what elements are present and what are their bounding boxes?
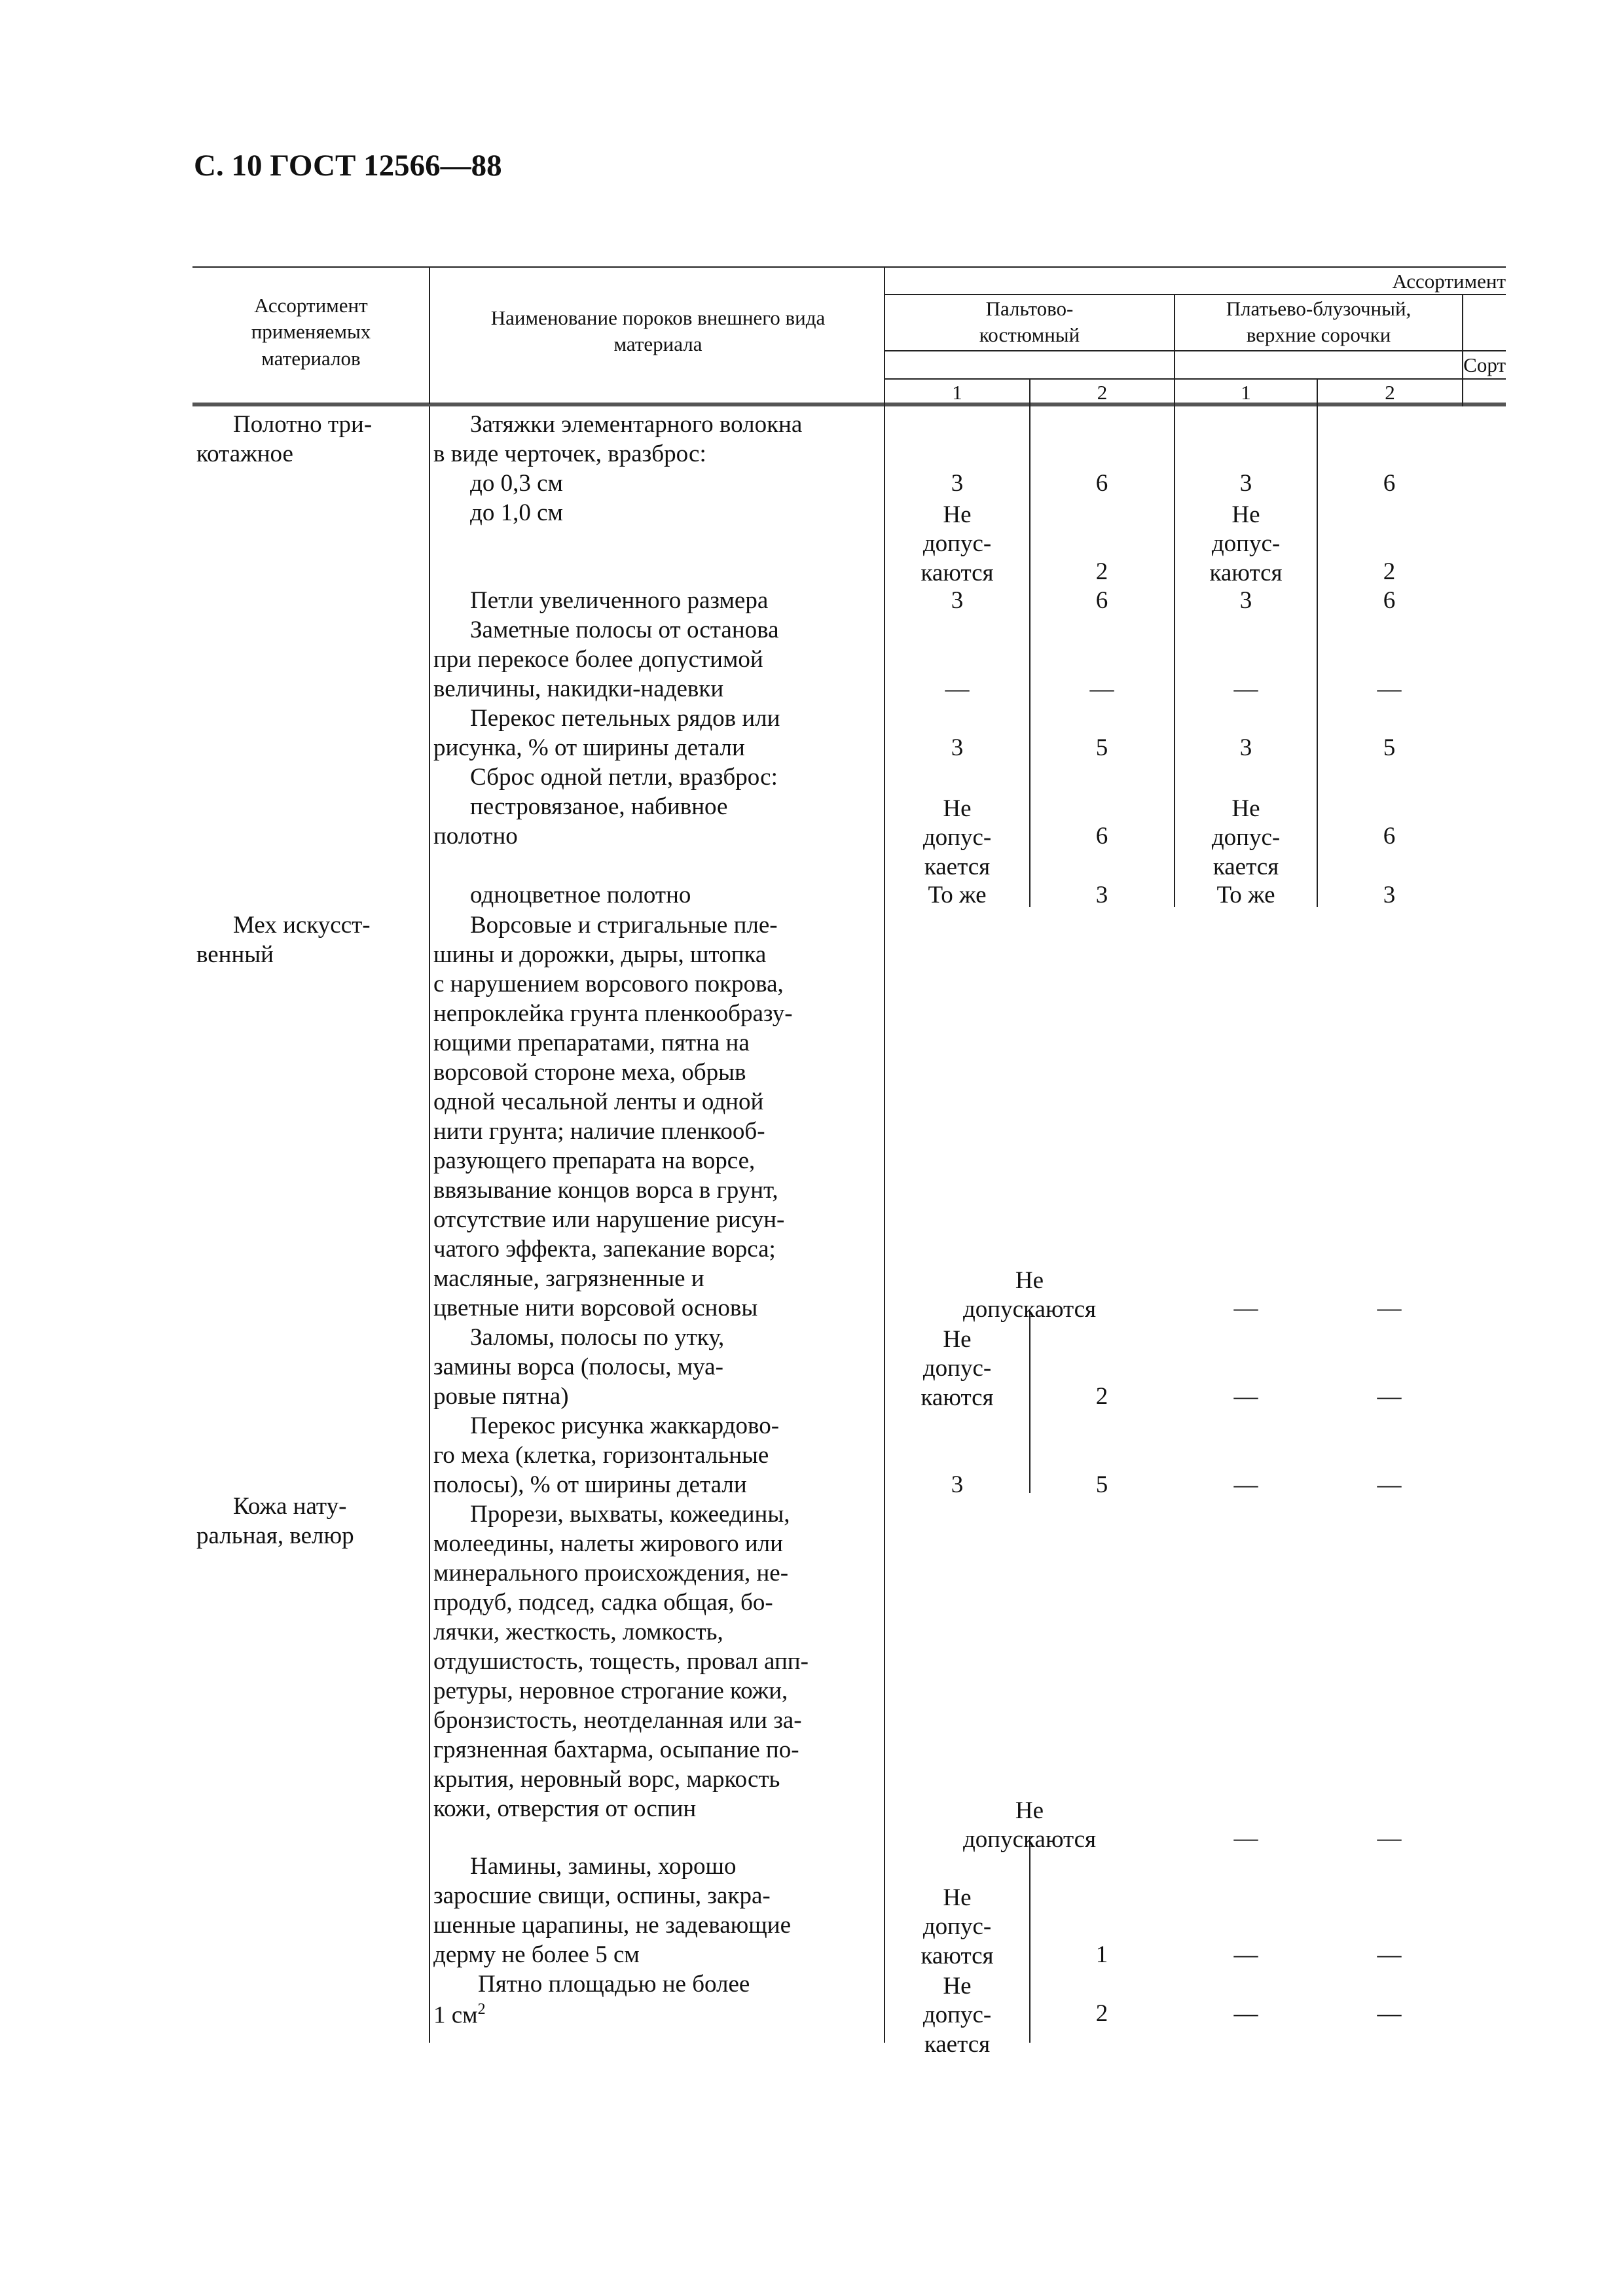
value-cell: 6 — [1383, 470, 1396, 497]
defect-line: пестровязаное, набивное — [470, 793, 728, 820]
material-fur: Мех искусст- венный — [196, 912, 371, 968]
defect-line: Ворсовые и стригальные пле- — [470, 912, 778, 939]
value-cell: 6 — [1383, 823, 1396, 850]
defect-line: с нарушением ворсового покрова, — [433, 971, 784, 997]
defect-line: замины ворса (полосы, муа- — [433, 1354, 723, 1380]
value-cell: 3 — [951, 587, 964, 614]
defect-line: молеедины, налеты жирового или — [433, 1530, 783, 1557]
value-cell: Не допус- кается — [922, 795, 992, 880]
defect-line: грязненная бахтарма, осыпание по- — [433, 1736, 799, 1763]
value-cell: — — [1089, 675, 1114, 702]
defect-line: в виде черточек, вразброс: — [433, 440, 706, 467]
defect-line: шенные царапины, не задевающие — [433, 1912, 791, 1939]
value-cell: 3 — [1383, 882, 1396, 908]
defect-line: разующего препарата на ворсе, — [433, 1147, 756, 1174]
value-cell: — — [1377, 1471, 1402, 1498]
defect-line: Намины, замины, хорошо — [470, 1853, 737, 1880]
value-cell: 3 — [1239, 734, 1252, 761]
value-cell: Не допус- кается — [1211, 795, 1281, 880]
value-cell: Не допус- каются — [921, 1884, 994, 1969]
value-cell: 2 — [1095, 2000, 1108, 2027]
value-cell: То же — [928, 882, 987, 908]
defect-line: Заметные полосы от останова — [470, 617, 779, 643]
value-cell: — — [1233, 1471, 1258, 1498]
defect-line: Сброс одной петли, вразброс: — [470, 764, 778, 791]
defect-line: бронзистость, неотделанная или за- — [433, 1707, 802, 1734]
value-cell: 3 — [1095, 882, 1108, 908]
value-cell: — — [945, 675, 970, 702]
value-cell: 3 — [1239, 470, 1252, 497]
defect-line: Петли увеличенного размера — [470, 587, 769, 614]
value-cell: Не допус- каются — [921, 501, 994, 586]
value-cell: — — [1233, 1295, 1258, 1321]
value-cell: — — [1233, 1825, 1258, 1852]
head-group-coat: Пальтово- костюмный — [979, 297, 1080, 347]
defect-line: полосы), % от ширины детали — [433, 1471, 747, 1498]
col-divider-defect — [429, 406, 430, 2043]
value-cell: — — [1233, 675, 1258, 702]
defect-line: непроклейка грунта пленкообразу- — [433, 1000, 793, 1027]
value-cell: 6 — [1095, 823, 1108, 850]
defect-line: дерму не более 5 см — [433, 1941, 640, 1968]
value-cell: — — [1377, 1295, 1402, 1321]
head-group-dress: Платьево-блузочный, верхние сорочки — [1226, 297, 1412, 347]
value-cell: — — [1377, 1383, 1402, 1410]
value-cell: 2 — [1095, 1383, 1108, 1410]
value-cell: 1 — [1095, 1941, 1108, 1968]
value-cell: — — [1233, 1941, 1258, 1968]
table-top-rule — [192, 266, 1506, 268]
value-cell: — — [1233, 2000, 1258, 2027]
defect-line: ворсовой стороне меха, обрыв — [433, 1059, 746, 1086]
head-sort: Сорт — [1463, 353, 1506, 376]
value-cell: — — [1377, 1941, 1402, 1968]
head-grade-2b: 2 — [1385, 381, 1395, 404]
value-cell: 6 — [1383, 587, 1396, 614]
defect-line: ретуры, неровное строгание кожи, — [433, 1677, 788, 1704]
defect-line: рисунка, % от ширины детали — [433, 734, 745, 761]
value-cell: 3 — [951, 734, 964, 761]
defect-line: Перекос рисунка жаккардово- — [470, 1412, 780, 1439]
defect-line: минерального происхождения, не- — [433, 1560, 789, 1587]
value-cell: 6 — [1095, 470, 1108, 497]
value-cell: 5 — [1095, 1471, 1108, 1498]
defect-line: крытия, неровный ворс, маркость — [433, 1766, 780, 1793]
value-cell: 5 — [1383, 734, 1396, 761]
defect-line: величины, накидки-надевки — [433, 675, 724, 702]
defect-line: Затяжки элементарного волокна — [470, 411, 803, 438]
defect-line: полотно — [433, 823, 518, 850]
defect-line: одноцветное полотно — [470, 882, 691, 908]
value-cell: — — [1377, 675, 1402, 702]
value-cell: 3 — [951, 470, 964, 497]
defect-line: 1 $см^2$ — [433, 2001, 486, 2029]
value-cell: Не допус- кается — [922, 1973, 992, 2058]
material-leather: Кожа нату- ральная, велюр — [196, 1493, 354, 1549]
value-cell: 2 — [1383, 558, 1396, 585]
head-defect-col: Наименование пороков внешнего вида материала — [490, 306, 826, 356]
defect-line: ющими препаратами, пятна на — [433, 1030, 750, 1056]
value-cell: 5 — [1095, 734, 1108, 761]
value-cell-merged: Не допускаются — [962, 1267, 1097, 1323]
defect-line: Пятно площадью не более — [478, 1971, 750, 1998]
defect-line: отдушистость, тощесть, провал апп- — [433, 1648, 809, 1675]
defect-line: цветные нити ворсовой основы — [433, 1295, 758, 1321]
col-divider-group-ext — [1462, 294, 1463, 406]
group-rule — [885, 350, 1506, 351]
value-cell: То же — [1216, 882, 1275, 908]
defect-line: отсутствие или нарушение рисун- — [433, 1206, 785, 1233]
defect-line: при перекосе более допустимой — [433, 646, 763, 673]
material-knit: Полотно три- котажное — [196, 411, 373, 467]
value-cell: — — [1233, 1383, 1258, 1410]
defect-line: до 1,0 см — [470, 499, 563, 526]
defect-line: кожи, отверстия от оспин — [433, 1795, 697, 1822]
defect-line: масляные, загрязненные и — [433, 1265, 704, 1292]
defect-line: го меха (клетка, горизонтальные — [433, 1442, 769, 1469]
head-material-col: Ассортимент применяемых материалов — [251, 294, 371, 370]
value-cell: 3 — [951, 1471, 964, 1498]
head-grade-2a: 2 — [1097, 381, 1108, 404]
value-cell: 3 — [1239, 587, 1252, 614]
defect-line: Прорези, выхваты, кожеедины, — [470, 1501, 790, 1528]
defect-line: одной чесальной ленты и одной — [433, 1088, 764, 1115]
value-cell: Не допус- каются — [921, 1326, 994, 1411]
defect-line: Заломы, полосы по утку, — [470, 1324, 725, 1351]
defect-line: чатого эффекта, запекание ворса; — [433, 1236, 776, 1263]
col-divider-material — [429, 266, 430, 404]
head-assortment: Ассортимент — [1392, 270, 1506, 293]
value-cell: — — [1377, 1825, 1402, 1852]
value-cell: 6 — [1095, 587, 1108, 614]
defect-line: Перекос петельных рядов или — [470, 705, 780, 732]
value-cell-merged: Не допускаются — [962, 1797, 1097, 1854]
defect-line: ввязывание концов ворса в грунт, — [433, 1177, 778, 1204]
defect-line: заросшие свищи, оспины, закра- — [433, 1882, 771, 1909]
page-header: С. 10 ГОСТ 12566—88 — [194, 149, 502, 183]
value-cell: Не допус- каются — [1209, 501, 1283, 586]
defect-line: нити грунта; наличие пленкооб- — [433, 1118, 765, 1145]
defect-line: продуб, подсед, садка общая, бо- — [433, 1589, 773, 1616]
defect-line: лячки, жесткость, ломкость, — [433, 1619, 723, 1645]
head-grade-1a: 1 — [952, 381, 962, 404]
head-grade-1b: 1 — [1241, 381, 1251, 404]
defect-line: до 0,3 см — [470, 470, 563, 497]
defect-line: ровые пятна) — [433, 1383, 569, 1410]
value-cell: — — [1377, 2000, 1402, 2027]
defect-line: шины и дорожки, дыры, штопка — [433, 941, 767, 968]
value-cell: 2 — [1095, 558, 1108, 585]
